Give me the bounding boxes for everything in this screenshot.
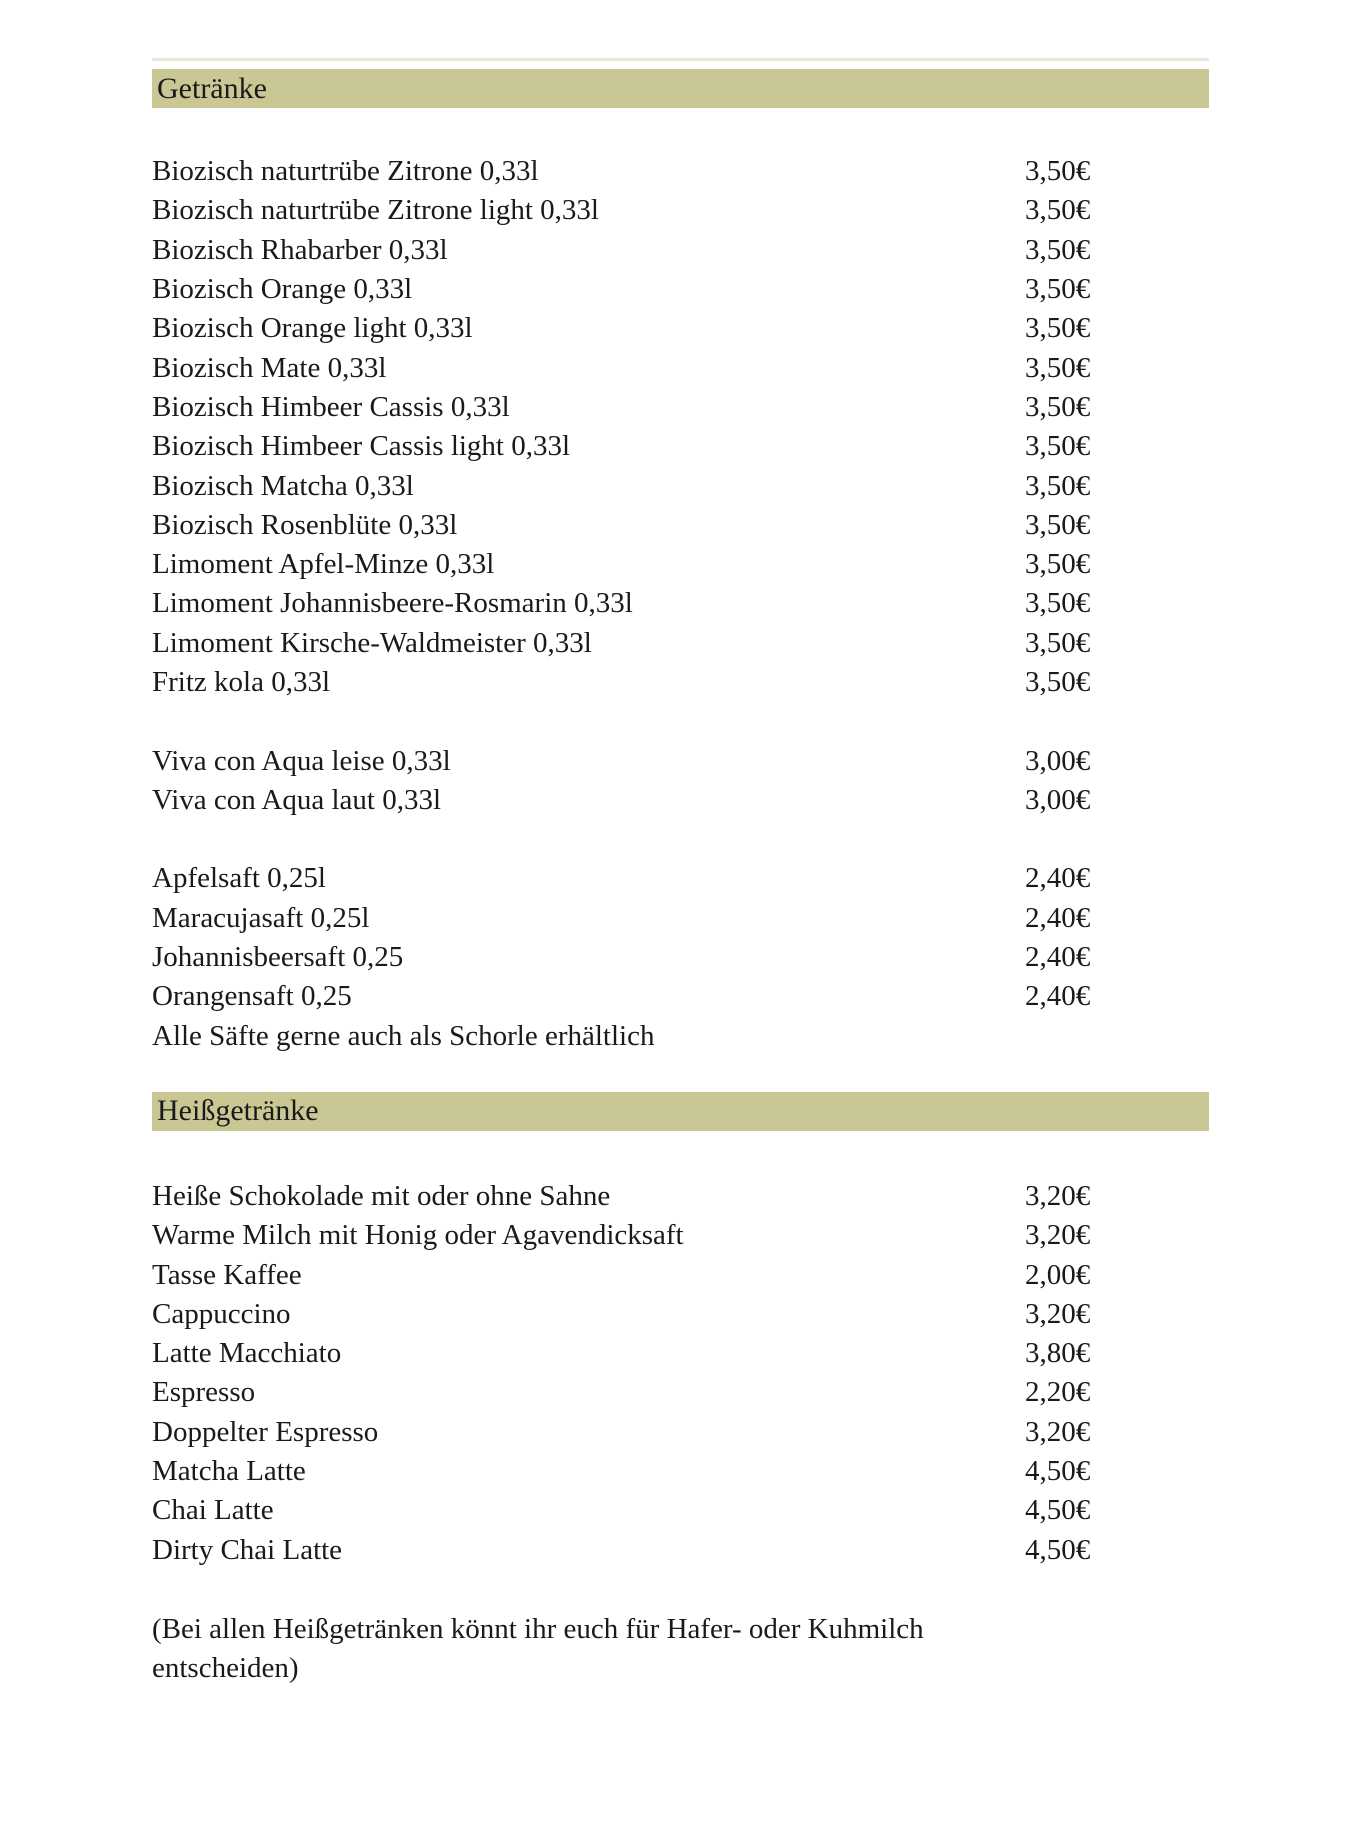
item-name: Fritz kola 0,33l <box>152 666 331 698</box>
menu-item-row <box>152 231 1209 270</box>
item-name: Biozisch Himbeer Cassis light 0,33l <box>152 430 571 463</box>
item-price: 3,50€ <box>1025 508 1091 541</box>
item-price: 3,50€ <box>1025 587 1091 620</box>
item-name: Chai Latte <box>152 1494 274 1527</box>
menu-item-row <box>152 1255 1209 1294</box>
item-price: 4,50€ <box>1025 1455 1091 1488</box>
item-price: 3,50€ <box>1025 194 1091 227</box>
item-name: Cappuccino <box>152 1297 291 1330</box>
item-name: Warme Milch mit Honig oder Agavendicksaft <box>152 1219 684 1252</box>
note-line: entscheiden) <box>152 1652 299 1685</box>
item-price: 3,20€ <box>1025 1219 1091 1252</box>
menu-item-row <box>152 1334 1209 1373</box>
item-name: Orangensaft 0,25 <box>152 980 352 1013</box>
menu-item-row <box>152 506 1209 545</box>
item-price: 2,40€ <box>1025 901 1091 934</box>
item-name: Alle Säfte gerne auch als Schorle erhältlich <box>152 1019 655 1052</box>
item-price: 4,50€ <box>1025 1494 1091 1527</box>
item-price: 2,20€ <box>1025 1376 1091 1409</box>
item-name: Biozisch Himbeer Cassis 0,33l <box>152 390 510 423</box>
item-price: 3,50€ <box>1025 666 1091 698</box>
menu-item-row <box>152 741 1209 780</box>
menu-item-row <box>152 781 1209 820</box>
item-name: Maracujasaft 0,25l <box>152 901 370 934</box>
item-price: 3,50€ <box>1025 273 1091 306</box>
menu-page <box>152 58 1209 1688</box>
menu-item-row <box>152 1216 1209 1255</box>
menu-item-row <box>152 938 1209 977</box>
item-name: Biozisch Rhabarber 0,33l <box>152 233 448 266</box>
menu-item-row <box>152 388 1209 427</box>
page-top-rule <box>152 58 1209 61</box>
item-name: Limoment Johannisbeere-Rosmarin 0,33l <box>152 587 633 620</box>
item-price: 4,50€ <box>1025 1533 1091 1566</box>
item-price: 2,40€ <box>1025 862 1091 895</box>
item-price: 3,50€ <box>1025 351 1091 384</box>
menu-item-row <box>152 1413 1209 1452</box>
item-name: Latte Macchiato <box>152 1337 342 1370</box>
section-header-heissgetraenke <box>152 1092 1209 1131</box>
item-price: 3,50€ <box>1025 390 1091 423</box>
item-price: 3,20€ <box>1025 1297 1091 1330</box>
item-name: Viva con Aqua leise 0,33l <box>152 744 451 777</box>
item-price: 3,50€ <box>1025 430 1091 463</box>
menu-item-row <box>152 1491 1209 1530</box>
item-price: 2,40€ <box>1025 980 1091 1013</box>
section-title-getraenke: Getränke <box>157 71 267 105</box>
item-name: Tasse Kaffee <box>152 1258 302 1291</box>
item-name: Biozisch naturtrübe Zitrone 0,33l <box>152 155 539 188</box>
menu-item-row <box>152 859 1209 898</box>
menu-item-row <box>152 1452 1209 1491</box>
item-name: Matcha Latte <box>152 1455 306 1488</box>
item-name: Biozisch Orange 0,33l <box>152 273 413 306</box>
item-price: 3,50€ <box>1025 312 1091 345</box>
menu-item-row <box>152 270 1209 309</box>
item-name: Limoment Apfel-Minze 0,33l <box>152 548 495 581</box>
menu-item-row <box>152 466 1209 505</box>
menu-item-row <box>152 191 1209 230</box>
section-header-getraenke <box>152 69 1209 108</box>
section-getraenke <box>152 69 1209 1056</box>
item-price: 3,50€ <box>1025 233 1091 266</box>
item-name: Biozisch Matcha 0,33l <box>152 469 414 502</box>
menu-item-row <box>152 1017 1209 1056</box>
menu-item-row <box>152 1177 1209 1216</box>
menu-item-row <box>152 309 1209 348</box>
item-name: Doppelter Espresso <box>152 1415 379 1448</box>
item-name: Apfelsaft 0,25l <box>152 862 326 895</box>
menu-item-row <box>152 1295 1209 1334</box>
item-price: 2,00€ <box>1025 1258 1091 1291</box>
item-price: 3,50€ <box>1025 469 1091 502</box>
menu-item-row <box>152 427 1209 466</box>
milk-choice-note <box>152 1610 1209 1689</box>
menu-group <box>152 741 1209 820</box>
item-price: 3,50€ <box>1025 548 1091 581</box>
menu-item-row <box>152 899 1209 938</box>
item-price: 3,50€ <box>1025 155 1091 188</box>
item-price: 2,40€ <box>1025 941 1091 974</box>
item-price: 3,80€ <box>1025 1337 1091 1370</box>
drink-list-getraenke <box>152 152 1209 1056</box>
menu-item-row <box>152 977 1209 1016</box>
item-name: Biozisch naturtrübe Zitrone light 0,33l <box>152 194 599 227</box>
note-line: (Bei allen Heißgetränken könnt ihr euch für Hafer- oder Kuhmilch <box>152 1612 924 1645</box>
section-heissgetraenke <box>152 1092 1209 1689</box>
item-price: 3,00€ <box>1025 744 1091 777</box>
item-name: Limoment Kirsche-Waldmeister 0,33l <box>152 626 592 659</box>
menu-group <box>152 1177 1209 1570</box>
item-name: Johannisbeersaft 0,25 <box>152 941 404 974</box>
menu-item-row <box>152 584 1209 623</box>
item-price: 3,20€ <box>1025 1179 1091 1212</box>
item-name: Biozisch Rosenblüte 0,33l <box>152 508 458 541</box>
item-name: Viva con Aqua laut 0,33l <box>152 783 442 816</box>
menu-item-row <box>152 624 1209 663</box>
menu-item-row <box>152 545 1209 584</box>
item-price: 3,00€ <box>1025 783 1091 816</box>
section-title-heissgetraenke: Heißgetränke <box>157 1094 319 1128</box>
menu-item-row <box>152 348 1209 387</box>
item-name: Espresso <box>152 1376 256 1409</box>
item-name: Dirty Chai Latte <box>152 1533 343 1566</box>
item-name: Heiße Schokolade mit oder ohne Sahne <box>152 1179 611 1212</box>
drink-list-heissgetraenke <box>152 1177 1209 1570</box>
menu-item-row <box>152 152 1209 191</box>
item-price: 3,20€ <box>1025 1415 1091 1448</box>
menu-item-row <box>152 1531 1209 1570</box>
menu-item-row <box>152 663 1209 702</box>
menu-item-row <box>152 1373 1209 1412</box>
menu-group <box>152 152 1209 702</box>
item-name: Biozisch Mate 0,33l <box>152 351 387 384</box>
item-price: 3,50€ <box>1025 626 1091 659</box>
menu-group <box>152 859 1209 1055</box>
item-name: Biozisch Orange light 0,33l <box>152 312 473 345</box>
